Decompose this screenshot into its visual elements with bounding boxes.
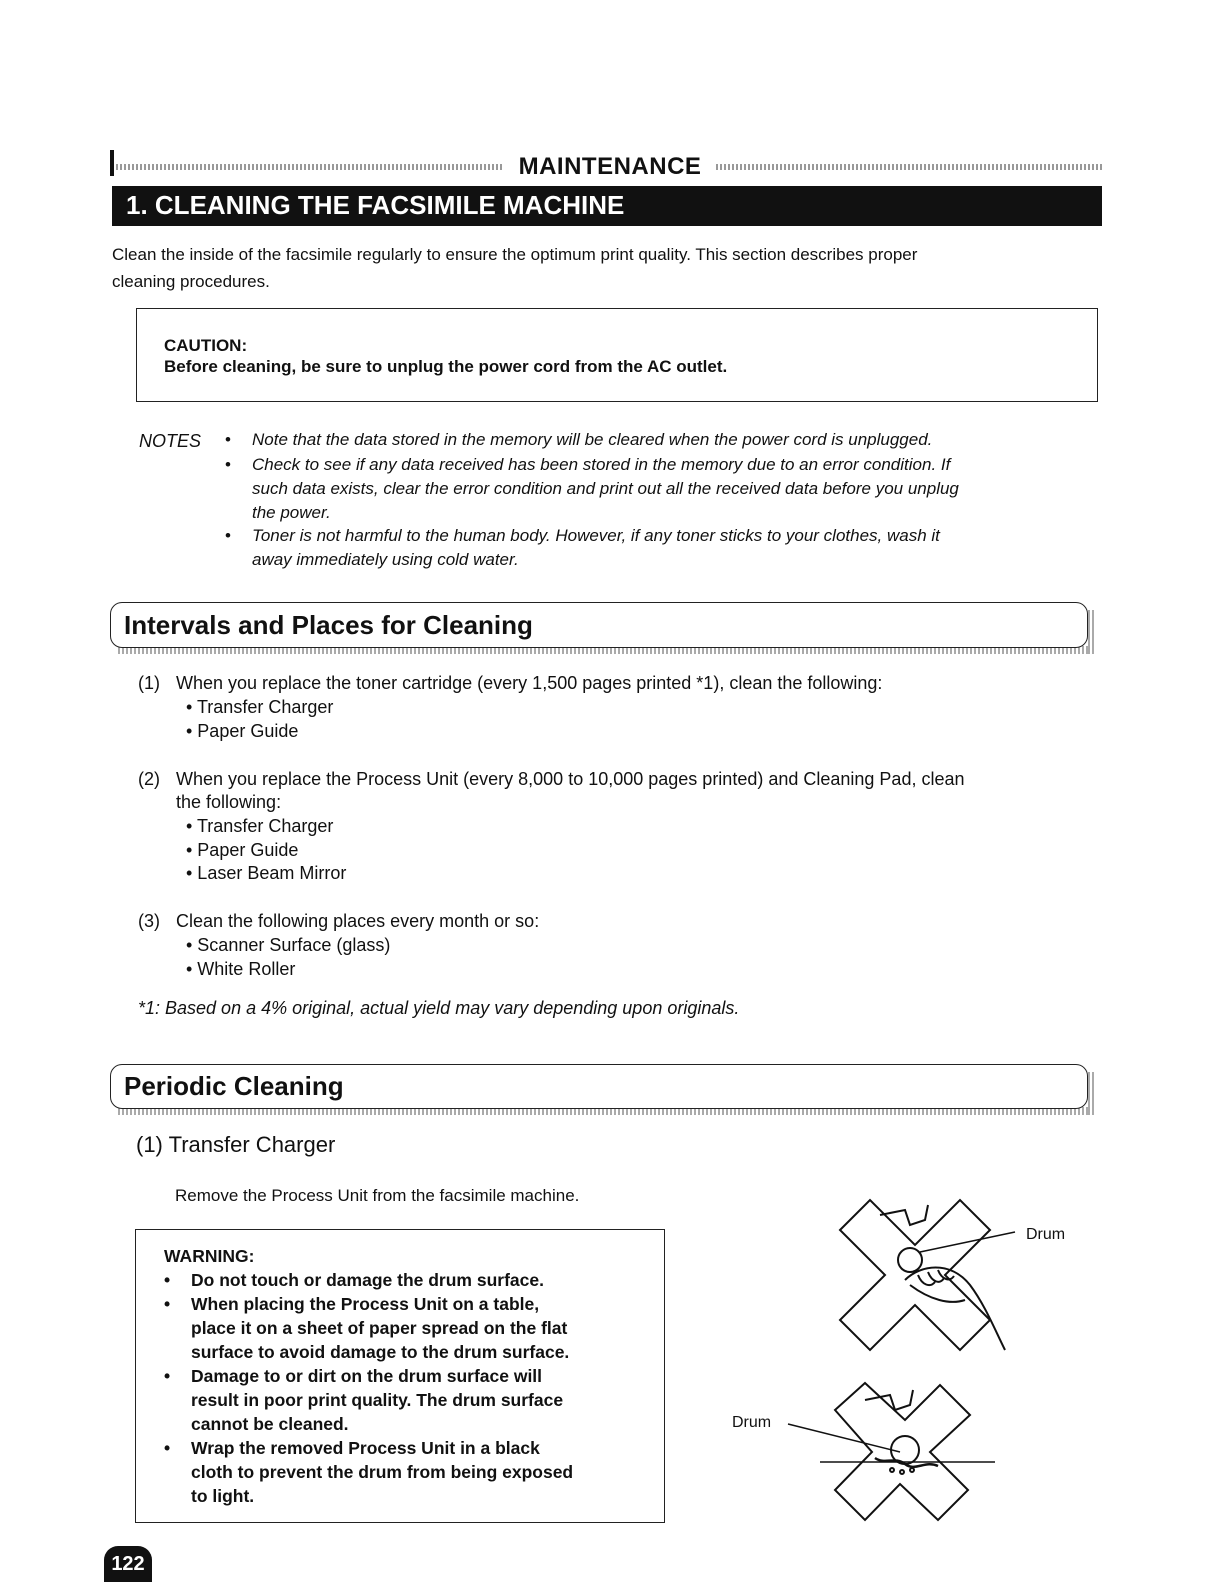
list-bullet-item: • Paper Guide — [186, 721, 299, 741]
note-line: Check to see if any data received has been stored in the memory due to an error condition. If — [252, 455, 951, 474]
list-bullet-item: • Laser Beam Mirror — [186, 863, 347, 883]
list-number: (1) — [138, 673, 160, 693]
list-item: Clean the following places every month or so: — [176, 911, 540, 931]
warning-bullet: • — [164, 1438, 171, 1458]
intro-line-1: Clean the inside of the facsimile regularly to ensure the optimum print quality. This section describes proper — [112, 245, 918, 264]
list-bullet-item: • Scanner Surface (glass) — [186, 935, 391, 955]
warning-bullet: • — [164, 1294, 171, 1314]
section-header-shadow — [1088, 610, 1096, 654]
warning-line: place it on a sheet of paper spread on the flat — [191, 1318, 568, 1338]
note-line: Note that the data stored in the memory will be cleared when the power cord is unplugged. — [252, 430, 933, 449]
section-title-intervals: Intervals and Places for Cleaning — [124, 610, 533, 640]
note-line: the power. — [252, 503, 331, 522]
chapter-title: 1. CLEANING THE FACSIMILE MACHINE — [126, 190, 625, 220]
list-bullet-item: • Paper Guide — [186, 840, 299, 860]
figure-label-drum-top: Drum — [1026, 1226, 1066, 1243]
figure-label-drum-bottom: Drum — [732, 1414, 772, 1431]
caution-box — [136, 308, 1098, 402]
note-line: Toner is not harmful to the human body. However, if any toner sticks to your clothes, wash it — [252, 526, 940, 545]
list-item: When you replace the Process Unit (every 8,000 to 10,000 pages printed) and Cleaning Pad, clean — [176, 769, 965, 789]
warning-line: cannot be cleaned. — [191, 1414, 349, 1434]
warning-line: Do not touch or damage the drum surface. — [191, 1270, 544, 1290]
list-number: (3) — [138, 911, 160, 931]
list-bullet-item: • White Roller — [186, 959, 296, 979]
notes-label: NOTES — [139, 431, 202, 451]
header-dotted-rule-right — [716, 164, 1104, 170]
list-item: When you replace the toner cartridge (every 1,500 pages printed *1), clean the following: — [176, 673, 883, 693]
header-rule-mark — [110, 150, 114, 176]
page-number: 122 — [104, 1546, 152, 1582]
note-line: away immediately using cold water. — [252, 550, 519, 569]
drum-dirt-illustration — [780, 1380, 1000, 1525]
notes-bullet: • — [225, 526, 231, 545]
warning-heading: WARNING: — [164, 1246, 255, 1266]
section-header-shadow — [1088, 1072, 1096, 1115]
warning-line: When placing the Process Unit on a table, — [191, 1294, 540, 1314]
notes-bullet: • — [225, 430, 231, 449]
warning-bullet: • — [164, 1270, 171, 1290]
warning-line: Damage to or dirt on the drum surface will — [191, 1366, 543, 1386]
caution-text: Before cleaning, be sure to unplug the power cord from the AC outlet. — [164, 357, 728, 376]
list-number: (2) — [138, 769, 160, 789]
warning-line: cloth to prevent the drum from being exposed — [191, 1462, 574, 1482]
caution-heading: CAUTION: — [164, 336, 248, 355]
footnote: *1: Based on a 4% original, actual yield may vary depending upon originals. — [138, 998, 740, 1018]
warning-line: result in poor print quality. The drum surface — [191, 1390, 564, 1410]
warning-line: to light. — [191, 1486, 255, 1506]
subheading-transfer-charger: (1) Transfer Charger — [136, 1132, 336, 1157]
drum-touch-illustration — [810, 1190, 1020, 1370]
section-title-periodic: Periodic Cleaning — [124, 1071, 344, 1101]
instruction-text: Remove the Process Unit from the facsimile machine. — [175, 1186, 580, 1205]
warning-line: Wrap the removed Process Unit in a black — [191, 1438, 540, 1458]
list-bullet-item: • Transfer Charger — [186, 697, 334, 717]
note-line: such data exists, clear the error condition and print out all the received data before you unplug — [252, 479, 959, 498]
header-dotted-rule-left — [116, 164, 504, 170]
list-item: the following: — [176, 792, 282, 812]
section-label: MAINTENANCE — [518, 153, 702, 180]
warning-line: surface to avoid damage to the drum surface. — [191, 1342, 570, 1362]
intro-line-2: cleaning procedures. — [112, 272, 270, 291]
warning-bullet: • — [164, 1366, 171, 1386]
prohibited-x-icon — [835, 1383, 970, 1520]
list-bullet-item: • Transfer Charger — [186, 816, 334, 836]
notes-bullet: • — [225, 455, 231, 474]
